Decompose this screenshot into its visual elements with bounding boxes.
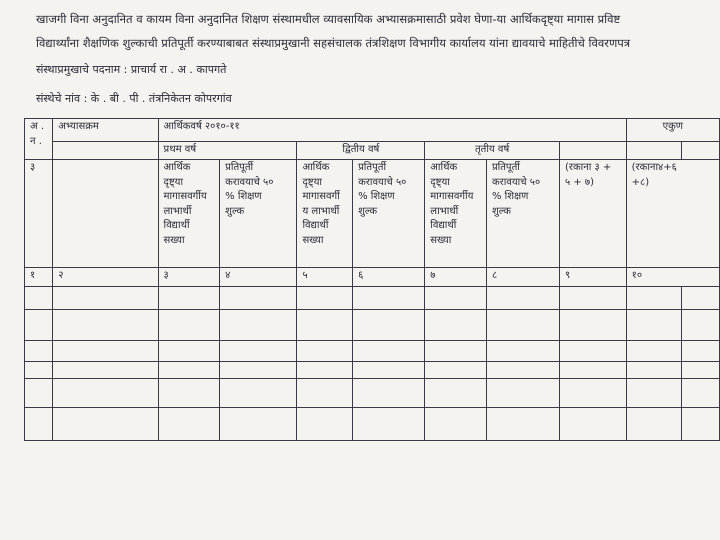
institute-name: संस्थेचे नांव : के . बी . पी . तंत्रनिकेतन कोपरगांव <box>36 92 232 105</box>
table-row <box>25 341 720 362</box>
total-header: एकुण <box>626 119 719 142</box>
first-year-students-header: आर्थिक दृष्ट्या मागासवर्गीय लाभार्थी विद्यार्थी सख्या <box>158 160 220 268</box>
second-year-header: द्वितीय वर्ष <box>297 142 425 160</box>
second-year-fee-header: प्रतिपूर्ती करावयाचे ५० % शिक्षण शुल्क <box>353 160 425 268</box>
row-number-cell: ३ <box>25 160 53 268</box>
table-row <box>25 362 720 379</box>
second-year-students-header: आर्थिक दृष्ट्या मागासवर्गी य लाभार्थी विद्यार्थी सख्या <box>297 160 353 268</box>
header-line-1: खाजगी विना अनुदानित व कायम विना अनुदानित शिक्षण संस्थामधील व्यावसायिक अभ्यासक्रमासाठी प्रवेश घेणा-या आर्थिकदृष्ट्या मागास प्रविष्ट <box>36 12 621 26</box>
sr-no-header: अ . न . <box>25 119 53 160</box>
table-row <box>25 379 720 408</box>
principal-designation: संस्थाप्रमुखाचे पदनाम : प्राचार्य रा . अ . कापगते <box>36 63 227 76</box>
course-header: अभ्यासक्रम <box>53 119 158 142</box>
table-row <box>25 408 720 441</box>
column-number-row: १ २ ३ ४ ५ ६ ७ ८ ९ १० <box>25 268 720 287</box>
total-students-header: (रकाना ३ + ५ + ७) <box>559 160 626 268</box>
total-fee-header: (रकाना४+६ +८) <box>626 160 719 268</box>
third-year-fee-header: प्रतिपूर्ती करावयाचे ५० % शिक्षण शुल्क <box>486 160 559 268</box>
header-line-2: विद्यार्थ्यांना शैक्षणिक शुल्काची प्रतिपूर्ती करण्याबाबत संस्थाप्रमुखानी सहसंचालक तंत्रशिक्षण विभागीय कार्यालय यांना द्यावयाचे माहितीचे विवरणपत्र <box>36 36 631 50</box>
first-year-fee-header: प्रतिपूर्ती करावयाचे ५० % शिक्षण शुल्क <box>220 160 297 268</box>
table-row <box>25 310 720 341</box>
first-year-header: प्रथम वर्ष <box>158 142 297 160</box>
academic-year-header: आर्थिकवर्ष २०१०-११ <box>158 119 626 142</box>
table-row <box>25 287 720 310</box>
third-year-header: तृतीय वर्ष <box>425 142 560 160</box>
third-year-students-header: आर्थिक दृष्ट्या मागासवर्गीय लाभार्थी विद्यार्थी सख्या <box>425 160 487 268</box>
statement-table <box>24 118 720 441</box>
